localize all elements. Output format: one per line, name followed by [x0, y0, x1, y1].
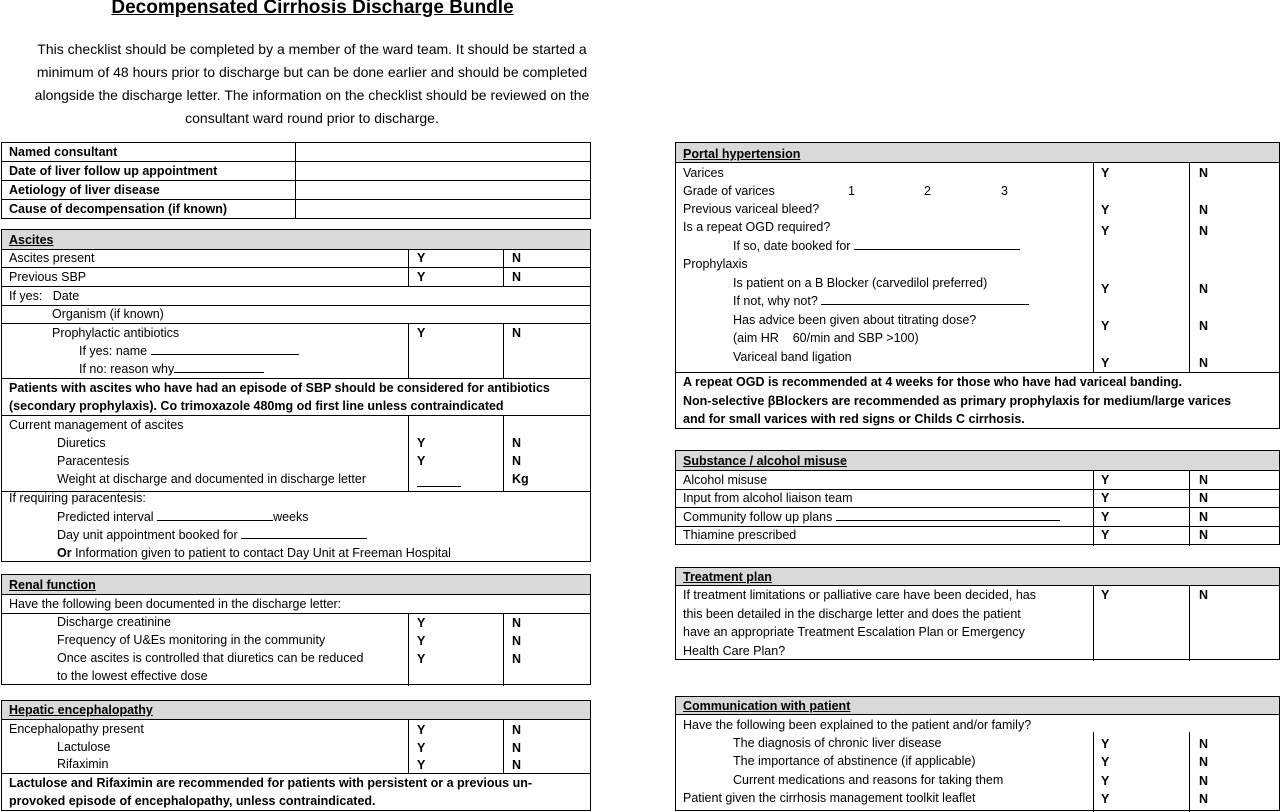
lactulose-no[interactable]: N [512, 741, 522, 755]
heart-rate-aim: (aim HR 60/min and SBP >100) [733, 331, 919, 345]
abstinence-no[interactable]: N [1199, 755, 1209, 769]
treatment-section [675, 567, 1280, 660]
varices-yes[interactable]: Y [1101, 166, 1110, 180]
portal-heading: Portal hypertension [683, 147, 801, 161]
ascites-present-label: Ascites present [9, 251, 95, 265]
medications-label: Current medications and reasons for taking them [733, 773, 1004, 787]
antibiotic-name-field[interactable] [151, 343, 299, 355]
grade-option-2[interactable]: 2 [924, 184, 931, 198]
ascites-section [1, 229, 591, 562]
creatinine-yes[interactable]: Y [417, 616, 426, 630]
treatment-text-line4: Health Care Plan? [683, 644, 786, 658]
abstinence-label: The importance of abstinence (if applicable) [733, 754, 976, 768]
toolkit-no[interactable]: N [1199, 792, 1209, 806]
diuretic-reduction-yes[interactable]: Y [417, 652, 426, 666]
diagnosis-yes[interactable]: Y [1101, 737, 1110, 751]
liaison-label: Input from alcohol liaison team [683, 491, 853, 505]
treatment-text-line1: If treatment limitations or palliative care have been decided, has [683, 588, 1036, 602]
diuretic-reduction-line1: Once ascites is controlled that diuretics can be reduced [57, 651, 364, 665]
hepatic-note-line1: Lactulose and Rifaximin are recommended for patients with persistent or a previous un- [9, 776, 533, 790]
renal-heading: Renal function [9, 578, 96, 592]
thiamine-label: Thiamine prescribed [683, 528, 797, 542]
day-unit-field[interactable] [241, 527, 367, 539]
previous-sbp-no[interactable]: N [512, 270, 522, 284]
abstinence-yes[interactable]: Y [1101, 755, 1110, 769]
why-not-row: If not, why not? [733, 293, 1029, 309]
cause-label: Cause of decompensation (if known) [9, 202, 228, 216]
treatment-no[interactable]: N [1199, 588, 1209, 602]
prophylactic-antibiotics-yes[interactable]: Y [417, 326, 426, 340]
encephalopathy-label: Encephalopathy present [9, 722, 144, 736]
diagnosis-label: The diagnosis of chronic liver disease [733, 736, 942, 750]
page-title: Decompensated Cirrhosis Discharge Bundle [111, 0, 514, 18]
treatment-text-line3: have an appropriate Treatment Escalation Plan or Emergency [683, 625, 1025, 639]
thiamine-no[interactable]: N [1199, 528, 1209, 542]
ue-frequency-no[interactable]: N [512, 634, 522, 648]
diagnosis-no[interactable]: N [1199, 737, 1209, 751]
community-yes[interactable]: Y [1101, 510, 1110, 524]
liaison-no[interactable]: N [1199, 491, 1209, 505]
toolkit-yes[interactable]: Y [1101, 792, 1110, 806]
prophylaxis-label: Prophylaxis [683, 257, 748, 271]
weight-unit: Kg [512, 472, 529, 486]
sbp-date-label: If yes: Date [9, 289, 80, 303]
renal-section [1, 574, 591, 685]
hepatic-section [1, 700, 591, 811]
predicted-interval-row: Predicted interval weeks [57, 510, 309, 524]
ue-frequency-yes[interactable]: Y [417, 634, 426, 648]
titrating-yes[interactable]: Y [1101, 319, 1110, 333]
treatment-text-line2: this been detailed in the discharge letter and does the patient [683, 607, 1021, 621]
weight-label: Weight at discharge and documented in discharge letter [57, 472, 366, 486]
communication-section [675, 696, 1280, 811]
liaison-yes[interactable]: Y [1101, 491, 1110, 505]
prophylactic-antibiotics-no[interactable]: N [512, 326, 522, 340]
treatment-yes[interactable]: Y [1101, 588, 1110, 602]
previous-bleed-yes[interactable]: Y [1101, 203, 1110, 217]
predicted-interval-field[interactable] [157, 509, 273, 521]
renal-documented-label: Have the following been documented in the discharge letter: [9, 597, 342, 611]
sbp-note-line1: Patients with ascites who have had an episode of SBP should be considered for antibiotics [9, 381, 550, 395]
community-no[interactable]: N [1199, 510, 1209, 524]
band-ligation-label: Variceal band ligation [733, 350, 852, 364]
b-blocker-no[interactable]: N [1199, 282, 1209, 296]
organism-label: Organism (if known) [52, 307, 164, 321]
b-blocker-label: Is patient on a B Blocker (carvedilol preferred) [733, 276, 988, 290]
grade-option-1[interactable]: 1 [848, 184, 855, 198]
patient-details-table [1, 142, 591, 219]
treatment-heading: Treatment plan [683, 570, 772, 584]
hepatic-heading: Hepatic encephalopathy [9, 703, 153, 717]
why-not-field[interactable] [821, 293, 1029, 305]
diuretics-label: Diuretics [57, 436, 106, 450]
repeat-ogd-label: Is a repeat OGD required? [683, 220, 831, 234]
varices-label: Varices [683, 166, 724, 180]
creatinine-no[interactable]: N [512, 616, 522, 630]
ascites-present-no[interactable]: N [512, 251, 522, 265]
antibiotic-reason-field[interactable] [174, 361, 264, 373]
titrating-label: Has advice been given about titrating dose? [733, 313, 977, 327]
encephalopathy-yes[interactable]: Y [417, 723, 426, 737]
titrating-no[interactable]: N [1199, 319, 1209, 333]
community-field[interactable] [836, 509, 1060, 521]
follow-up-field[interactable] [296, 162, 590, 180]
grade-option-3[interactable]: 3 [1001, 184, 1008, 198]
repeat-ogd-no[interactable]: N [1199, 224, 1209, 238]
diuretics-yes[interactable]: Y [417, 436, 426, 450]
lactulose-label: Lactulose [57, 740, 111, 754]
antibiotic-reason-row: If no: reason why [79, 361, 264, 377]
ogd-date-field[interactable] [854, 238, 1020, 250]
prophylactic-antibiotics-label: Prophylactic antibiotics [52, 326, 180, 340]
rifaximin-yes[interactable]: Y [417, 758, 426, 772]
alcohol-misuse-label: Alcohol misuse [683, 473, 768, 487]
day-unit-info: Or Information given to patient to contact Day Unit at Freeman Hospital [57, 546, 451, 560]
previous-bleed-no[interactable]: N [1199, 203, 1209, 217]
medications-no[interactable]: N [1199, 774, 1209, 788]
ue-frequency-label: Frequency of U&Es monitoring in the community [57, 633, 326, 647]
paracentesis-no[interactable]: N [512, 454, 522, 468]
if-requiring-label: If requiring paracentesis: [9, 491, 146, 505]
previous-sbp-label: Previous SBP [9, 270, 87, 284]
previous-sbp-yes[interactable]: Y [417, 270, 426, 284]
rifaximin-no[interactable]: N [512, 758, 522, 772]
named-consultant-field[interactable] [296, 143, 590, 161]
cause-field[interactable] [296, 200, 590, 218]
b-blocker-yes[interactable]: Y [1101, 282, 1110, 296]
lactulose-yes[interactable]: Y [417, 741, 426, 755]
current-management-label: Current management of ascites [9, 418, 184, 432]
repeat-ogd-yes[interactable]: Y [1101, 224, 1110, 238]
weight-field[interactable] [417, 475, 461, 487]
thiamine-yes[interactable]: Y [1101, 528, 1110, 542]
aetiology-field[interactable] [296, 181, 590, 199]
antibiotic-name-row: If yes: name [79, 343, 299, 359]
medications-yes[interactable]: Y [1101, 774, 1110, 788]
band-ligation-yes[interactable]: Y [1101, 356, 1110, 370]
portal-note-line2: Non-selective βBlockers are recommended as primary prophylaxis for medium/large varices [683, 394, 1232, 408]
intro-text: This checklist should be completed by a member of the ward team. It should be started a minimum of 48 hours prior to discharge but can be done earlier and should be completed alongside the discharge letter. The information on the checklist should be reviewed on the consultant ward round prior to discharge. [34, 41, 590, 126]
aetiology-label: Aetiology of liver disease [9, 183, 160, 197]
paracentesis-label: Paracentesis [57, 454, 130, 468]
hepatic-note-line2: provoked episode of encephalopathy, unless contraindicated. [9, 794, 376, 808]
ascites-present-yes[interactable]: Y [417, 251, 426, 265]
follow-up-label: Date of liver follow up appointment [9, 164, 218, 178]
ogd-date-row: If so, date booked for [733, 238, 1020, 254]
diuretic-reduction-no[interactable]: N [512, 652, 522, 666]
encephalopathy-no[interactable]: N [512, 723, 522, 737]
substance-section [675, 450, 1280, 545]
toolkit-label: Patient given the cirrhosis management toolkit leaflet [683, 791, 976, 805]
rifaximin-label: Rifaximin [57, 757, 109, 771]
band-ligation-no[interactable]: N [1199, 356, 1209, 370]
portal-note-line1: A repeat OGD is recommended at 4 weeks for those who have had variceal banding. [683, 375, 1182, 389]
diuretics-no[interactable]: N [512, 436, 522, 450]
portal-note-line3: and for small varices with red signs or Childs C cirrhosis. [683, 412, 1025, 426]
varices-no[interactable]: N [1199, 166, 1209, 180]
sbp-note-line2: (secondary prophylaxis). Co trimoxazole 480mg od first line unless contraindicated [9, 399, 504, 413]
alcohol-misuse-yes[interactable]: Y [1101, 473, 1110, 487]
creatinine-label: Discharge creatinine [57, 615, 171, 629]
day-unit-row: Day unit appointment booked for [57, 527, 367, 543]
community-row: Community follow up plans [683, 509, 1060, 525]
portal-hypertension-section [675, 142, 1280, 429]
diuretic-reduction-line2: to the lowest effective dose [57, 669, 208, 683]
grade-label: Grade of varices [683, 184, 775, 198]
paracentesis-yes[interactable]: Y [417, 454, 426, 468]
ascites-heading: Ascites [9, 233, 54, 247]
communication-heading: Communication with patient [683, 699, 851, 713]
previous-bleed-label: Previous variceal bleed? [683, 202, 820, 216]
alcohol-misuse-no[interactable]: N [1199, 473, 1209, 487]
substance-heading: Substance / alcohol misuse [683, 454, 847, 468]
explained-label: Have the following been explained to the patient and/or family? [683, 718, 1032, 732]
named-consultant-label: Named consultant [9, 145, 118, 159]
